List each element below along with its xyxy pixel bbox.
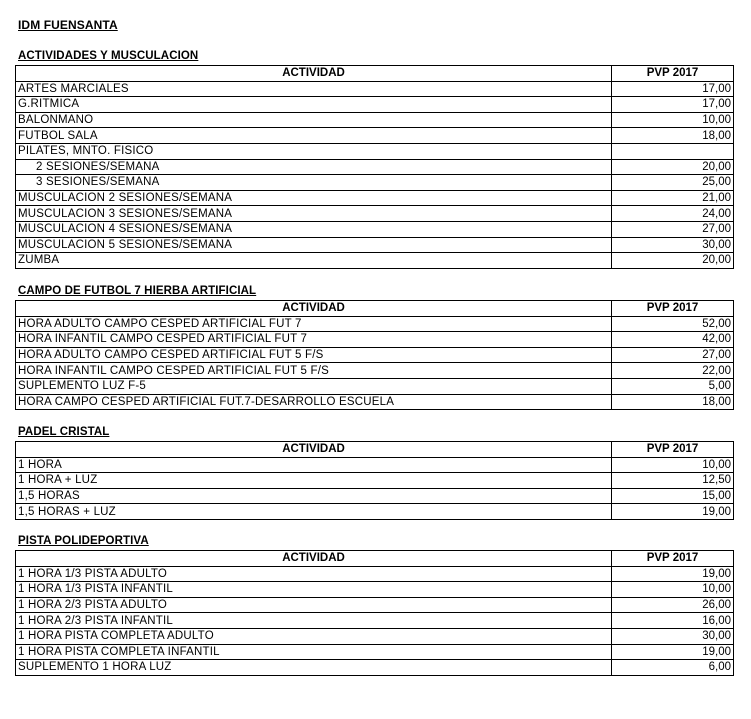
section-title: PISTA POLIDEPORTIVA	[18, 535, 149, 547]
activity-name: HORA INFANTIL CAMPO CESPED ARTIFICIAL FUT 7	[16, 332, 612, 348]
table-row	[16, 159, 734, 175]
activity-name: 1 HORA 1/3 PISTA INFANTIL	[16, 582, 612, 598]
activity-price: 30,00	[612, 628, 734, 644]
table-row	[16, 660, 734, 676]
activity-price: 19,00	[612, 644, 734, 660]
column-header-activity: ACTIVIDAD	[16, 551, 612, 567]
activity-price: 17,00	[612, 81, 734, 97]
activity-name: 1,5 HORAS + LUZ	[16, 504, 612, 520]
activity-price: 19,00	[612, 504, 734, 520]
activity-name: BALONMANO	[16, 112, 612, 128]
activity-price: 20,00	[612, 159, 734, 175]
column-header-activity: ACTIVIDAD	[16, 442, 612, 458]
activity-price: 19,00	[612, 566, 734, 582]
activity-price: 5,00	[612, 378, 734, 394]
page-title: IDM FUENSANTA	[18, 18, 118, 32]
table-row	[16, 582, 734, 598]
activity-price: 6,00	[612, 660, 734, 676]
price-table	[15, 550, 734, 676]
activity-price: 16,00	[612, 613, 734, 629]
table-row	[16, 143, 734, 159]
table-row	[16, 112, 734, 128]
table-row	[16, 378, 734, 394]
section-title: CAMPO DE FUTBOL 7 HIERBA ARTIFICIAL	[18, 285, 257, 297]
table-header-row	[16, 442, 734, 458]
activity-name: HORA INFANTIL CAMPO CESPED ARTIFICIAL FUT 5 F/S	[16, 363, 612, 379]
activity-name: 1,5 HORAS	[16, 488, 612, 504]
activity-name: 1 HORA + LUZ	[16, 473, 612, 489]
column-header-price: PVP 2017	[612, 442, 734, 458]
table-row	[16, 237, 734, 253]
table-row	[16, 332, 734, 348]
activity-name: MUSCULACION 2 SESIONES/SEMANA	[16, 190, 612, 206]
activity-name: MUSCULACION 4 SESIONES/SEMANA	[16, 221, 612, 237]
activity-name: 1 HORA PISTA COMPLETA ADULTO	[16, 628, 612, 644]
table-header-row	[16, 551, 734, 567]
activity-price: 20,00	[612, 253, 734, 269]
table-row	[16, 253, 734, 269]
column-header-price: PVP 2017	[612, 551, 734, 567]
activity-price: 22,00	[612, 363, 734, 379]
activity-price: 52,00	[612, 316, 734, 332]
column-header-activity: ACTIVIDAD	[16, 66, 612, 82]
activity-name: ARTES MARCIALES	[16, 81, 612, 97]
activity-price: 21,00	[612, 190, 734, 206]
table-row	[16, 190, 734, 206]
table-row	[16, 221, 734, 237]
activity-name: 2 SESIONES/SEMANA	[16, 159, 612, 175]
activity-name: 1 HORA	[16, 457, 612, 473]
table-row	[16, 473, 734, 489]
activity-price: 10,00	[612, 112, 734, 128]
table-row	[16, 206, 734, 222]
activity-name: PILATES, MNTO. FISICO	[16, 143, 612, 159]
table-row	[16, 644, 734, 660]
activity-name: MUSCULACION 5 SESIONES/SEMANA	[16, 237, 612, 253]
activity-name: SUPLEMENTO LUZ F-5	[16, 378, 612, 394]
table-row	[16, 566, 734, 582]
activity-name: SUPLEMENTO 1 HORA LUZ	[16, 660, 612, 676]
activity-price: 18,00	[612, 394, 734, 410]
activity-price: 24,00	[612, 206, 734, 222]
activity-price: 26,00	[612, 597, 734, 613]
activity-price: 25,00	[612, 175, 734, 191]
activity-name: HORA ADULTO CAMPO CESPED ARTIFICIAL FUT 7	[16, 316, 612, 332]
activity-price: 42,00	[612, 332, 734, 348]
activity-name: 1 HORA 1/3 PISTA ADULTO	[16, 566, 612, 582]
table-header-row	[16, 301, 734, 317]
table-row	[16, 363, 734, 379]
activity-price: 18,00	[612, 128, 734, 144]
activity-price: 10,00	[612, 582, 734, 598]
activity-price: 10,00	[612, 457, 734, 473]
activity-name: HORA ADULTO CAMPO CESPED ARTIFICIAL FUT 5 F/S	[16, 347, 612, 363]
price-table	[15, 65, 734, 269]
activity-name: ZUMBA	[16, 253, 612, 269]
activity-price: 30,00	[612, 237, 734, 253]
activity-name: HORA CAMPO CESPED ARTIFICIAL FUT.7-DESARROLLO ESCUELA	[16, 394, 612, 410]
activity-price: 15,00	[612, 488, 734, 504]
activity-name: 1 HORA PISTA COMPLETA INFANTIL	[16, 644, 612, 660]
table-row	[16, 316, 734, 332]
activity-name: FUTBOL SALA	[16, 128, 612, 144]
table-header-row	[16, 66, 734, 82]
activity-name: G.RITMICA	[16, 97, 612, 113]
table-row	[16, 488, 734, 504]
activity-price: 27,00	[612, 221, 734, 237]
table-row	[16, 628, 734, 644]
activity-price: 27,00	[612, 347, 734, 363]
table-row	[16, 504, 734, 520]
activity-name: 1 HORA 2/3 PISTA ADULTO	[16, 597, 612, 613]
section-title: PADEL CRISTAL	[18, 426, 110, 438]
activity-name: MUSCULACION 3 SESIONES/SEMANA	[16, 206, 612, 222]
table-row	[16, 97, 734, 113]
price-table	[15, 441, 734, 520]
table-row	[16, 457, 734, 473]
activity-name: 1 HORA 2/3 PISTA INFANTIL	[16, 613, 612, 629]
table-row	[16, 81, 734, 97]
table-row	[16, 347, 734, 363]
activity-name: 3 SESIONES/SEMANA	[16, 175, 612, 191]
section-title: ACTIVIDADES Y MUSCULACION	[18, 50, 199, 62]
table-row	[16, 597, 734, 613]
table-row	[16, 394, 734, 410]
activity-price	[612, 143, 734, 159]
table-row	[16, 128, 734, 144]
column-header-price: PVP 2017	[612, 66, 734, 82]
activity-price: 12,50	[612, 473, 734, 489]
price-table	[15, 300, 734, 410]
column-header-price: PVP 2017	[612, 301, 734, 317]
table-row	[16, 613, 734, 629]
column-header-activity: ACTIVIDAD	[16, 301, 612, 317]
activity-price: 17,00	[612, 97, 734, 113]
table-row	[16, 175, 734, 191]
